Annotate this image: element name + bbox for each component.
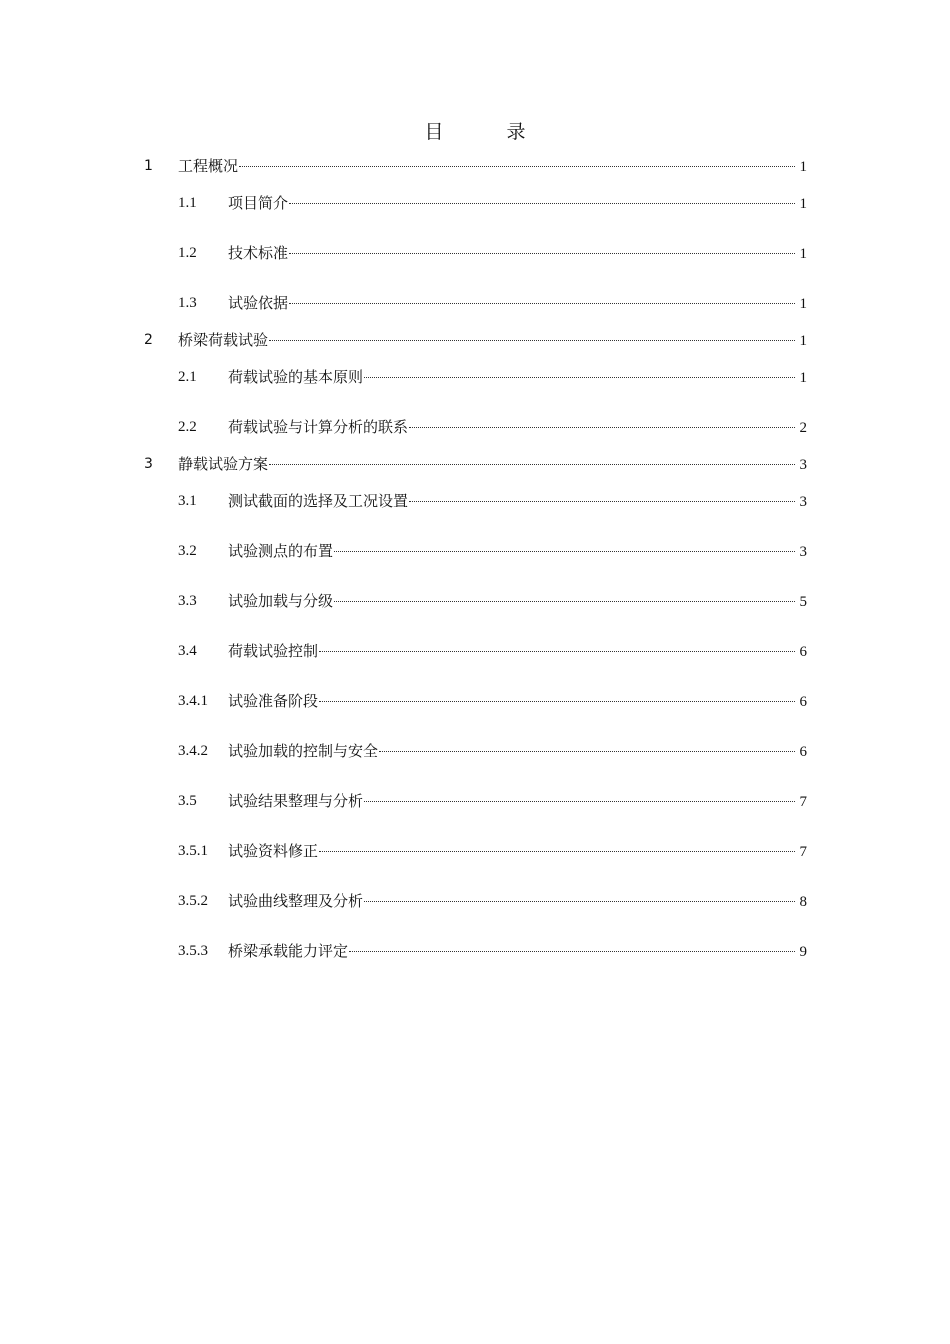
dot-leader: [319, 650, 795, 652]
toc-entry-page: 3: [799, 457, 807, 473]
toc-entry[interactable]: [0, 590, 950, 612]
toc-entry-page: 7: [799, 844, 807, 860]
toc-entry-number: 3: [144, 456, 153, 472]
toc-entry[interactable]: [0, 640, 950, 662]
toc-entry-text: 试验结果整理与分析: [228, 792, 364, 810]
toc-entry-page: 6: [799, 744, 807, 760]
toc-entry-page: 5: [799, 594, 807, 610]
toc-entry[interactable]: [0, 940, 950, 962]
dot-leader: [289, 302, 795, 304]
toc-entry-text: 测试截面的选择及工况设置: [228, 492, 409, 510]
dot-leader: [334, 550, 795, 552]
toc-entry-number: 1.2: [178, 245, 197, 261]
toc-entry-text: 试验测点的布置: [228, 542, 334, 560]
dot-leader: [364, 900, 795, 902]
toc-entry[interactable]: [0, 890, 950, 912]
toc-entry-number: 2.2: [178, 419, 197, 435]
toc-entry[interactable]: [0, 690, 950, 712]
dot-leader: [364, 800, 795, 802]
toc-entry-text: 桥梁荷载试验: [178, 331, 269, 349]
toc-entry[interactable]: [0, 155, 950, 177]
dot-leader: [269, 463, 795, 465]
toc-entry-page: 8: [799, 894, 807, 910]
toc-entry-page: 6: [799, 644, 807, 660]
dot-leader: [319, 700, 795, 702]
toc-entry-text: 荷载试验的基本原则: [228, 368, 364, 386]
toc-entry-page: 7: [799, 794, 807, 810]
toc-entry-text: 静载试验方案: [178, 455, 269, 473]
toc-entry[interactable]: [0, 840, 950, 862]
toc-entry-number: 1.1: [178, 195, 197, 211]
dot-leader: [239, 165, 795, 167]
toc-entry-page: 3: [799, 544, 807, 560]
toc-entry-text: 试验加载的控制与安全: [228, 742, 379, 760]
toc-title: 目 录: [424, 121, 548, 143]
toc-entry-text: 桥梁承载能力评定: [228, 942, 349, 960]
toc-entry[interactable]: [0, 790, 950, 812]
dot-leader: [364, 376, 795, 378]
toc-entry-page: 1: [799, 370, 807, 386]
toc-entry-page: 1: [799, 196, 807, 212]
toc-entry-number: 2: [144, 332, 153, 348]
toc-entry[interactable]: [0, 490, 950, 512]
toc-entry-number: 3.5.2: [178, 893, 208, 909]
toc-entry-page: 1: [799, 246, 807, 262]
toc-entry-number: 3.1: [178, 493, 197, 509]
toc-entry[interactable]: [0, 416, 950, 438]
toc-entry[interactable]: [0, 329, 950, 351]
toc-entry-text: 试验准备阶段: [228, 692, 319, 710]
dot-leader: [349, 950, 795, 952]
toc-entry-number: 3.4.2: [178, 743, 208, 759]
toc-entry-number: 3.3: [178, 593, 197, 609]
dot-leader: [289, 202, 795, 204]
dot-leader: [409, 500, 795, 502]
toc-entry-number: 3.5: [178, 793, 197, 809]
toc-entry-page: 1: [799, 159, 807, 175]
toc-entry-number: 1: [144, 158, 153, 174]
toc-entry-number: 3.5.1: [178, 843, 208, 859]
toc-entry-page: 2: [799, 420, 807, 436]
toc-entry-number: 2.1: [178, 369, 197, 385]
toc-entry-number: 3.4: [178, 643, 197, 659]
toc-entry-text: 试验加载与分级: [228, 592, 334, 610]
toc-entry-text: 试验依据: [228, 294, 289, 312]
dot-leader: [379, 750, 795, 752]
dot-leader: [319, 850, 795, 852]
toc-entry-text: 荷载试验与计算分析的联系: [228, 418, 409, 436]
toc-entry-text: 技术标准: [228, 244, 289, 262]
toc-entry[interactable]: [0, 740, 950, 762]
dot-leader: [269, 339, 795, 341]
dot-leader: [289, 252, 795, 254]
toc-entry-number: 1.3: [178, 295, 197, 311]
toc-entry-page: 1: [799, 333, 807, 349]
toc-entry-number: 3.5.3: [178, 943, 208, 959]
dot-leader: [409, 426, 795, 428]
toc-entry-text: 项目简介: [228, 194, 289, 212]
toc-entry[interactable]: [0, 292, 950, 314]
toc-entry-number: 3.4.1: [178, 693, 208, 709]
toc-entry[interactable]: [0, 192, 950, 214]
toc-entry[interactable]: [0, 540, 950, 562]
toc-entry[interactable]: [0, 453, 950, 475]
toc-entry-page: 3: [799, 494, 807, 510]
toc-entry-page: 9: [799, 944, 807, 960]
toc-entry-text: 荷载试验控制: [228, 642, 319, 660]
toc-entry-page: 1: [799, 296, 807, 312]
toc-entry-page: 6: [799, 694, 807, 710]
toc-entry[interactable]: [0, 242, 950, 264]
toc-entry[interactable]: [0, 366, 950, 388]
toc-entry-number: 3.2: [178, 543, 197, 559]
toc-entry-text: 试验曲线整理及分析: [228, 892, 364, 910]
dot-leader: [334, 600, 795, 602]
toc-entry-text: 试验资料修正: [228, 842, 319, 860]
toc-entry-text: 工程概况: [178, 157, 239, 175]
